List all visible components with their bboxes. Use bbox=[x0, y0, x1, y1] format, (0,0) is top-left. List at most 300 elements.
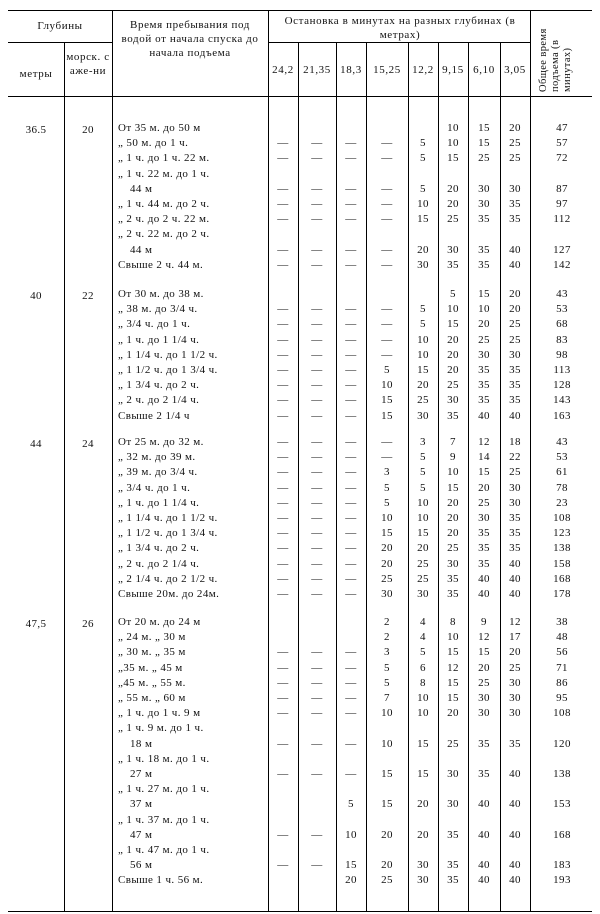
total-time-value: 56 bbox=[556, 646, 568, 659]
stop-value: 20 bbox=[509, 646, 521, 659]
stop-value: 25 bbox=[509, 152, 521, 165]
fathoms-header: морск. саже-ни bbox=[66, 51, 110, 77]
total-time-value: 193 bbox=[553, 874, 571, 887]
time-range-label: Свыше 1 ч. 56 м. bbox=[118, 874, 204, 887]
stop-value: 20 bbox=[447, 182, 459, 195]
stop-value: 40 bbox=[509, 874, 521, 887]
stop-value: 40 bbox=[509, 258, 521, 271]
stop-value: 35 bbox=[509, 542, 521, 555]
stop-dash: — bbox=[381, 137, 393, 150]
stop-value: 30 bbox=[417, 859, 429, 872]
stop-dash: — bbox=[277, 137, 289, 150]
stop-dash: — bbox=[277, 198, 289, 210]
stop-value: 15 bbox=[381, 768, 393, 780]
stop-dash: — bbox=[277, 258, 289, 271]
time-range-label: „ 2 ч. до 2 1/4 ч. bbox=[118, 394, 200, 407]
time-range-label: „ 1 1/4 ч. до 1 1/2 ч. bbox=[118, 512, 218, 524]
stop-value: 10 bbox=[417, 348, 429, 361]
stop-value: 10 bbox=[417, 198, 429, 210]
total-time-value: 153 bbox=[553, 798, 571, 811]
total-time-value: 86 bbox=[556, 676, 568, 689]
time-range-label: „35 м. „ 45 м bbox=[118, 661, 183, 674]
stop-value: 5 bbox=[420, 182, 426, 195]
stop-dash: — bbox=[381, 451, 393, 464]
stop-value: 25 bbox=[509, 661, 521, 674]
stop-value: 30 bbox=[509, 692, 521, 704]
total-time-value: 128 bbox=[553, 379, 571, 392]
stop-depth-header: 9,15 bbox=[442, 64, 464, 76]
stop-value: 10 bbox=[345, 828, 357, 841]
stop-value: 15 bbox=[478, 288, 490, 300]
total-time-value: 78 bbox=[556, 481, 568, 494]
stop-value: 30 bbox=[447, 394, 459, 407]
stop-dash: — bbox=[345, 542, 357, 555]
stop-dash: — bbox=[381, 436, 393, 448]
stop-value: 40 bbox=[509, 859, 521, 872]
stop-value: 35 bbox=[478, 258, 490, 271]
stop-value: 30 bbox=[478, 707, 490, 720]
stop-dash: — bbox=[277, 828, 289, 841]
stop-value: 40 bbox=[509, 588, 521, 600]
stop-dash: — bbox=[381, 243, 393, 256]
stop-value: 20 bbox=[509, 122, 521, 134]
stop-value: 30 bbox=[509, 707, 521, 720]
stop-value: 10 bbox=[478, 303, 490, 316]
stop-value: 15 bbox=[478, 646, 490, 659]
stop-dash: — bbox=[345, 318, 357, 331]
stop-dash: — bbox=[277, 859, 289, 872]
stop-dash: — bbox=[277, 572, 289, 585]
total-time-value: 120 bbox=[553, 737, 571, 750]
col-rule-time bbox=[112, 10, 113, 911]
stop-dash: — bbox=[277, 364, 289, 376]
stop-value: 20 bbox=[447, 198, 459, 210]
time-range-label: От 25 м. до 32 м. bbox=[118, 436, 204, 448]
time-range-label-cont: 44 м bbox=[130, 182, 153, 195]
stop-value: 15 bbox=[478, 122, 490, 134]
stop-dash: — bbox=[345, 676, 357, 689]
stop-value: 25 bbox=[478, 676, 490, 689]
stop-value: 40 bbox=[478, 828, 490, 841]
stop-value: 35 bbox=[509, 394, 521, 407]
stop-value: 10 bbox=[447, 466, 459, 479]
depth-meters: 44 bbox=[30, 438, 42, 450]
stop-value: 12 bbox=[447, 661, 459, 674]
stop-dash: — bbox=[381, 258, 393, 271]
stop-dash: — bbox=[311, 466, 323, 479]
total-time-value: 61 bbox=[556, 466, 568, 479]
stop-dash: — bbox=[311, 588, 323, 600]
stop-value: 15 bbox=[478, 137, 490, 150]
stop-dash: — bbox=[277, 557, 289, 570]
stop-value: 5 bbox=[384, 364, 390, 376]
stop-value: 25 bbox=[509, 318, 521, 331]
stop-dash: — bbox=[277, 318, 289, 331]
stop-value: 10 bbox=[447, 122, 459, 134]
time-range-label: „ 32 м. до 39 м. bbox=[118, 451, 196, 464]
total-time-header-text: Общее время подъема (в минутах) bbox=[538, 28, 573, 92]
stop-value: 25 bbox=[509, 333, 521, 346]
stop-dash: — bbox=[345, 466, 357, 479]
stop-value: 7 bbox=[450, 436, 456, 448]
time-range-label: „ 3/4 ч. до 1 ч. bbox=[118, 481, 191, 494]
stop-value: 25 bbox=[447, 213, 459, 226]
stop-dash: — bbox=[345, 527, 357, 540]
stop-dash: — bbox=[345, 707, 357, 720]
stop-dash: — bbox=[277, 512, 289, 524]
stop-value: 12 bbox=[478, 631, 490, 644]
stop-dash: — bbox=[311, 348, 323, 361]
stop-dash: — bbox=[345, 152, 357, 165]
stop-value: 15 bbox=[417, 213, 429, 226]
stop-value: 3 bbox=[420, 436, 426, 448]
stop-value: 10 bbox=[381, 512, 393, 524]
time-range-label: „ 1 ч. до 1 1/4 ч. bbox=[118, 333, 200, 346]
stop-dash: — bbox=[311, 258, 323, 271]
stop-dash: — bbox=[277, 451, 289, 464]
total-time-value: 53 bbox=[556, 303, 568, 316]
stop-value: 30 bbox=[417, 588, 429, 600]
stop-value: 6 bbox=[420, 661, 426, 674]
time-range-label: „ 1 3/4 ч. до 2 ч. bbox=[118, 542, 200, 555]
stop-value: 20 bbox=[381, 828, 393, 841]
total-time-value: 112 bbox=[553, 213, 571, 226]
stop-value: 40 bbox=[509, 828, 521, 841]
stop-dash: — bbox=[277, 661, 289, 674]
stop-dash: — bbox=[345, 646, 357, 659]
stop-dash: — bbox=[311, 828, 323, 841]
stop-depth-header: 3,05 bbox=[504, 64, 526, 76]
time-range-label: „ 1 ч. 37 м. до 1 ч. bbox=[118, 813, 210, 826]
stop-dash: — bbox=[311, 527, 323, 540]
time-range-label: Свыше 2 1/4 ч bbox=[118, 409, 190, 422]
total-time-value: 38 bbox=[556, 616, 568, 628]
stop-value: 40 bbox=[509, 243, 521, 256]
time-range-label: „ 3/4 ч. до 1 ч. bbox=[118, 318, 191, 331]
stop-value: 30 bbox=[417, 409, 429, 422]
stop-dash: — bbox=[311, 213, 323, 226]
stop-dash: — bbox=[277, 768, 289, 780]
time-range-label-cont: 27 м bbox=[130, 768, 153, 780]
stop-value: 35 bbox=[447, 828, 459, 841]
stop-value: 35 bbox=[478, 527, 490, 540]
total-time-value: 87 bbox=[556, 182, 568, 195]
stop-dash: — bbox=[311, 496, 323, 509]
stop-value: 5 bbox=[420, 481, 426, 494]
stop-dash: — bbox=[345, 333, 357, 346]
time-range-label: „ 1 ч. 9 м. до 1 ч. bbox=[118, 722, 204, 735]
time-range-label: „ 50 м. до 1 ч. bbox=[118, 137, 189, 150]
stop-value: 35 bbox=[447, 874, 459, 887]
time-range-label: „ 2 1/4 ч. до 2 1/2 ч. bbox=[118, 572, 218, 585]
total-time-value: 95 bbox=[556, 692, 568, 704]
time-range-label: „ 1 ч. 44 м. до 2 ч. bbox=[118, 198, 210, 210]
total-time-value: 83 bbox=[556, 333, 568, 346]
stop-value: 35 bbox=[478, 213, 490, 226]
stop-value: 35 bbox=[509, 379, 521, 392]
stop-dash: — bbox=[277, 243, 289, 256]
stop-dash: — bbox=[311, 572, 323, 585]
stop-value: 40 bbox=[478, 572, 490, 585]
stop-dash: — bbox=[345, 661, 357, 674]
stop-value: 15 bbox=[447, 152, 459, 165]
stop-dash: — bbox=[381, 303, 393, 316]
total-time-value: 158 bbox=[553, 557, 571, 570]
stop-value: 20 bbox=[447, 707, 459, 720]
stop-value: 30 bbox=[478, 692, 490, 704]
total-time-value: 127 bbox=[553, 243, 571, 256]
stop-dash: — bbox=[311, 243, 323, 256]
stop-value: 15 bbox=[417, 768, 429, 780]
stop-value: 15 bbox=[417, 737, 429, 750]
stop-value: 25 bbox=[509, 137, 521, 150]
time-range-label: „ 1 1/4 ч. до 1 1/2 ч. bbox=[118, 348, 218, 361]
stop-value: 40 bbox=[478, 859, 490, 872]
stop-dash: — bbox=[311, 707, 323, 720]
stop-value: 15 bbox=[447, 646, 459, 659]
stop-value: 35 bbox=[478, 542, 490, 555]
stop-dash: — bbox=[345, 243, 357, 256]
stop-value: 10 bbox=[381, 707, 393, 720]
stop-value: 20 bbox=[447, 348, 459, 361]
stop-value: 20 bbox=[478, 318, 490, 331]
depth-meters: 36.5 bbox=[25, 124, 47, 136]
stop-value: 30 bbox=[447, 243, 459, 256]
stop-value: 35 bbox=[478, 379, 490, 392]
stop-value: 25 bbox=[447, 737, 459, 750]
stop-dash: — bbox=[277, 692, 289, 704]
stop-dash: — bbox=[381, 152, 393, 165]
total-time-value: 43 bbox=[556, 288, 568, 300]
stop-dash: — bbox=[277, 588, 289, 600]
stop-value: 25 bbox=[381, 572, 393, 585]
stop-dash: — bbox=[345, 213, 357, 226]
stop-dash: — bbox=[311, 137, 323, 150]
stop-dash: — bbox=[277, 379, 289, 392]
stop-value: 5 bbox=[420, 646, 426, 659]
total-time-value: 108 bbox=[553, 707, 571, 720]
stop-value: 15 bbox=[417, 364, 429, 376]
stop-value: 5 bbox=[384, 481, 390, 494]
time-range-label-cont: 37 м bbox=[130, 798, 153, 811]
total-time-value: 123 bbox=[553, 527, 571, 540]
stop-value: 5 bbox=[384, 661, 390, 674]
stop-dash: — bbox=[311, 557, 323, 570]
total-time-value: 53 bbox=[556, 451, 568, 464]
stop-value: 35 bbox=[447, 258, 459, 271]
time-range-label: От 35 м. до 50 м bbox=[118, 122, 201, 134]
stop-dash: — bbox=[277, 676, 289, 689]
stop-value: 40 bbox=[478, 588, 490, 600]
stop-value: 35 bbox=[478, 243, 490, 256]
time-range-label: „ 1 ч. 47 м. до 1 ч. bbox=[118, 844, 210, 856]
stop-value: 35 bbox=[509, 198, 521, 210]
stop-value: 5 bbox=[420, 451, 426, 464]
total-time-value: 178 bbox=[553, 588, 571, 600]
stop-value: 20 bbox=[447, 512, 459, 524]
stop-dash: — bbox=[311, 333, 323, 346]
stop-dash: — bbox=[277, 182, 289, 195]
stop-dash: — bbox=[345, 182, 357, 195]
stop-dash: — bbox=[381, 348, 393, 361]
stop-value: 15 bbox=[381, 409, 393, 422]
table-bottom-rule bbox=[8, 911, 592, 912]
stop-depth-header: 15,25 bbox=[373, 64, 401, 76]
stop-dash: — bbox=[277, 481, 289, 494]
stop-value: 25 bbox=[509, 466, 521, 479]
stop-dash: — bbox=[277, 213, 289, 226]
stop-value: 25 bbox=[417, 394, 429, 407]
stop-value: 15 bbox=[478, 466, 490, 479]
stop-depth-header: 12,2 bbox=[412, 64, 434, 76]
stop-dash: — bbox=[277, 707, 289, 720]
stop-value: 20 bbox=[447, 496, 459, 509]
stop-value: 30 bbox=[381, 588, 393, 600]
total-time-value: 97 bbox=[556, 198, 568, 210]
col-rule-fathoms bbox=[64, 42, 65, 911]
col-rule-d2 bbox=[298, 42, 299, 911]
stop-value: 35 bbox=[509, 527, 521, 540]
stop-value: 5 bbox=[450, 288, 456, 300]
stop-value: 30 bbox=[417, 258, 429, 271]
depth-fathoms: 24 bbox=[82, 438, 94, 450]
stop-value: 35 bbox=[447, 588, 459, 600]
table-top-rule bbox=[8, 10, 592, 11]
stop-value: 40 bbox=[478, 798, 490, 811]
stop-value: 20 bbox=[345, 874, 357, 887]
total-time-value: 23 bbox=[556, 496, 568, 509]
stop-dash: — bbox=[311, 692, 323, 704]
stop-dash: — bbox=[381, 318, 393, 331]
stop-value: 2 bbox=[384, 631, 390, 644]
stop-value: 40 bbox=[478, 874, 490, 887]
stop-value: 20 bbox=[381, 557, 393, 570]
stop-value: 10 bbox=[417, 692, 429, 704]
total-time-value: 47 bbox=[556, 122, 568, 134]
stop-value: 30 bbox=[509, 348, 521, 361]
time-range-label-cont: 56 м bbox=[130, 859, 153, 872]
stop-dash: — bbox=[345, 379, 357, 392]
stop-value: 10 bbox=[381, 379, 393, 392]
stop-dash: — bbox=[345, 436, 357, 448]
time-range-label: „ 1 1/2 ч. до 1 3/4 ч. bbox=[118, 527, 218, 540]
stop-value: 5 bbox=[384, 676, 390, 689]
stop-value: 3 bbox=[384, 646, 390, 659]
stop-value: 5 bbox=[420, 137, 426, 150]
time-range-label: Свыше 20м. до 24м. bbox=[118, 588, 220, 600]
stop-dash: — bbox=[311, 318, 323, 331]
total-time-header bbox=[538, 12, 574, 92]
stops-header-rule bbox=[268, 42, 530, 43]
stop-dash: — bbox=[311, 198, 323, 210]
stop-value: 20 bbox=[417, 798, 429, 811]
stop-dash: — bbox=[345, 364, 357, 376]
stop-value: 10 bbox=[447, 137, 459, 150]
time-range-label: Свыше 2 ч. 44 м. bbox=[118, 258, 204, 271]
stop-dash: — bbox=[277, 527, 289, 540]
stop-dash: — bbox=[311, 646, 323, 659]
stop-value: 5 bbox=[420, 318, 426, 331]
stop-value: 15 bbox=[381, 798, 393, 811]
total-time-value: 72 bbox=[556, 152, 568, 165]
stop-value: 30 bbox=[478, 348, 490, 361]
stop-value: 40 bbox=[509, 768, 521, 780]
stop-value: 10 bbox=[447, 631, 459, 644]
time-range-label: „ 1 ч. 27 м. до 1 ч. bbox=[118, 783, 210, 796]
stop-value: 15 bbox=[447, 318, 459, 331]
stop-value: 18 bbox=[509, 436, 521, 448]
stop-dash: — bbox=[311, 481, 323, 494]
stop-value: 8 bbox=[450, 616, 456, 628]
stop-value: 30 bbox=[478, 198, 490, 210]
stop-value: 9 bbox=[481, 616, 487, 628]
stop-dash: — bbox=[277, 496, 289, 509]
stop-value: 25 bbox=[417, 557, 429, 570]
time-range-label: „ 2 ч. до 2 ч. 22 м. bbox=[118, 213, 210, 226]
time-range-label: „ 1 3/4 ч. до 2 ч. bbox=[118, 379, 200, 392]
stop-value: 25 bbox=[447, 542, 459, 555]
stop-value: 30 bbox=[417, 874, 429, 887]
stop-dash: — bbox=[345, 768, 357, 780]
stop-value: 3 bbox=[384, 466, 390, 479]
stop-value: 15 bbox=[447, 481, 459, 494]
stop-value: 10 bbox=[381, 737, 393, 750]
total-time-value: 143 bbox=[553, 394, 571, 407]
stop-dash: — bbox=[345, 137, 357, 150]
col-rule-total bbox=[530, 10, 531, 911]
stop-value: 35 bbox=[447, 859, 459, 872]
time-range-label: От 20 м. до 24 м bbox=[118, 616, 201, 628]
stop-value: 15 bbox=[345, 859, 357, 872]
stop-value: 35 bbox=[509, 512, 521, 524]
stop-dash: — bbox=[277, 466, 289, 479]
total-time-value: 98 bbox=[556, 348, 568, 361]
stop-dash: — bbox=[345, 258, 357, 271]
stop-value: 35 bbox=[447, 409, 459, 422]
stop-value: 20 bbox=[447, 333, 459, 346]
total-time-value: 142 bbox=[553, 258, 571, 271]
stop-value: 5 bbox=[348, 798, 354, 811]
stop-value: 2 bbox=[384, 616, 390, 628]
total-time-value: 168 bbox=[553, 828, 571, 841]
stop-value: 20 bbox=[478, 661, 490, 674]
time-range-label: „ 1 ч. до 1 ч. 9 м bbox=[118, 707, 201, 720]
stop-depth-header: 21,35 bbox=[303, 64, 331, 76]
stop-dash: — bbox=[345, 512, 357, 524]
depth-meters: 40 bbox=[30, 290, 42, 302]
stop-dash: — bbox=[277, 409, 289, 422]
time-range-label: „ 2 ч. до 2 1/4 ч. bbox=[118, 557, 200, 570]
stop-dash: — bbox=[381, 333, 393, 346]
stop-dash: — bbox=[311, 436, 323, 448]
stop-dash: — bbox=[345, 557, 357, 570]
meters-header: метры bbox=[19, 68, 53, 80]
stop-dash: — bbox=[311, 737, 323, 750]
total-time-value: 168 bbox=[553, 572, 571, 585]
stop-value: 15 bbox=[447, 676, 459, 689]
stop-value: 4 bbox=[420, 616, 426, 628]
stop-value: 30 bbox=[509, 676, 521, 689]
stop-dash: — bbox=[277, 436, 289, 448]
stop-value: 35 bbox=[509, 364, 521, 376]
stop-value: 12 bbox=[509, 616, 521, 628]
depth-fathoms: 26 bbox=[82, 618, 94, 630]
stop-dash: — bbox=[277, 646, 289, 659]
stop-value: 40 bbox=[509, 572, 521, 585]
time-range-label: „ 39 м. до 3/4 ч. bbox=[118, 466, 198, 479]
stop-value: 30 bbox=[447, 798, 459, 811]
time-range-label-cont: 47 м bbox=[130, 828, 153, 841]
